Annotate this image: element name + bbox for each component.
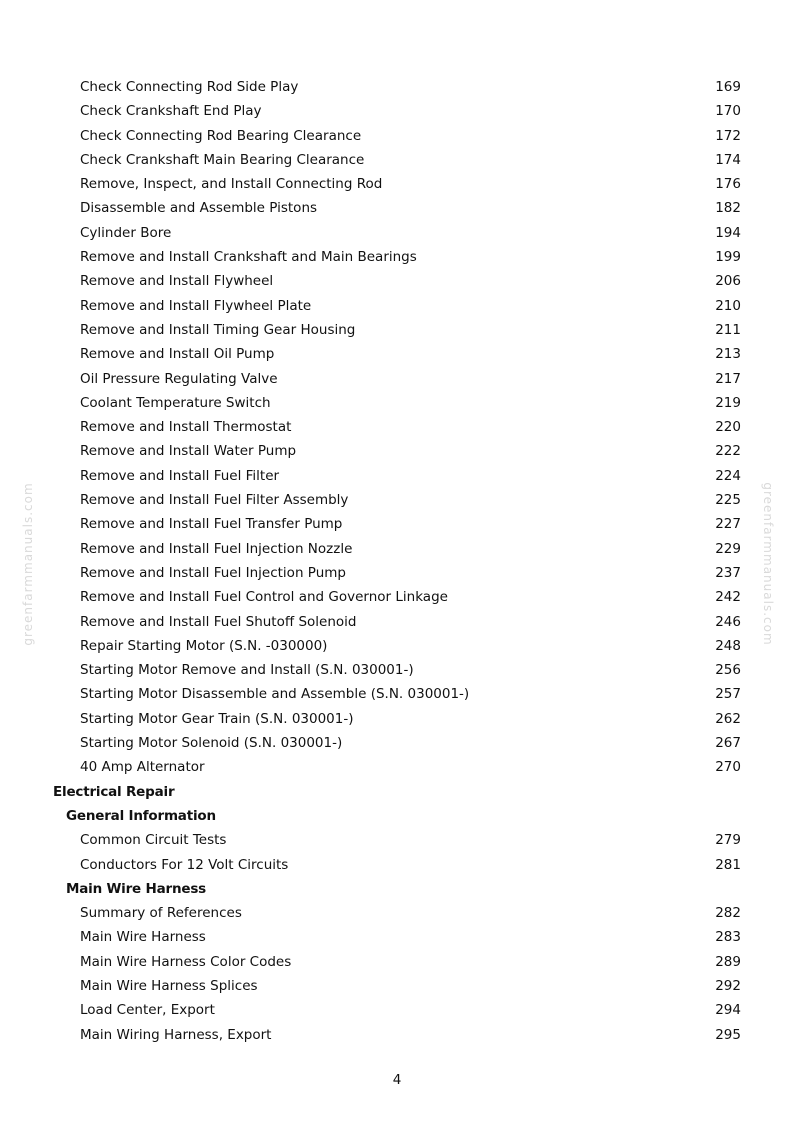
- toc-entry-page-number: 257: [715, 686, 741, 703]
- toc-entry[interactable]: [0, 707, 794, 731]
- toc-entry-label: Remove and Install Fuel Filter: [80, 467, 280, 484]
- toc-entry-label: Check Crankshaft Main Bearing Clearance: [80, 151, 365, 168]
- toc-entry-page-number: 256: [715, 662, 741, 679]
- toc-entry-label: Starting Motor Remove and Install (S.N. 030001-): [80, 662, 414, 679]
- toc-entry[interactable]: [0, 269, 794, 293]
- toc-entry-label: Oil Pressure Regulating Valve: [80, 370, 278, 387]
- toc-entry-label: Check Connecting Rod Side Play: [80, 79, 299, 95]
- toc-entry[interactable]: [0, 318, 794, 342]
- toc-entry-label: Cylinder Bore: [80, 224, 172, 241]
- toc-entry-label: Load Center, Export: [80, 1002, 215, 1019]
- table-of-contents: [0, 75, 794, 1047]
- toc-entry[interactable]: [0, 731, 794, 755]
- toc-entry[interactable]: [0, 998, 794, 1022]
- toc-entry-page-number: 267: [715, 735, 741, 752]
- toc-entry-label: Starting Motor Solenoid (S.N. 030001-): [80, 735, 343, 752]
- toc-entry-label: Main Wire Harness: [80, 929, 206, 946]
- toc-entry-label: Conductors For 12 Volt Circuits: [80, 856, 289, 873]
- toc-entry[interactable]: [0, 610, 794, 634]
- toc-entry[interactable]: [0, 634, 794, 658]
- toc-entry[interactable]: [0, 585, 794, 609]
- toc-entry[interactable]: [0, 342, 794, 366]
- toc-subsection-heading[interactable]: [0, 877, 794, 901]
- toc-entry-page-number: 227: [715, 516, 741, 533]
- toc-entry[interactable]: [0, 950, 794, 974]
- toc-entry-label: Main Wire Harness: [66, 880, 207, 897]
- toc-entry[interactable]: [0, 148, 794, 172]
- toc-entry-label: Coolant Temperature Switch: [80, 394, 271, 411]
- toc-entry-page-number: 279: [715, 832, 741, 849]
- toc-entry-label: Remove and Install Flywheel: [80, 273, 274, 290]
- toc-entry-label: Check Crankshaft End Play: [80, 103, 262, 120]
- toc-entry-label: Main Wire Harness Splices: [80, 977, 258, 994]
- toc-entry[interactable]: [0, 99, 794, 123]
- toc-entry-page-number: 194: [715, 224, 741, 241]
- toc-entry-label: Remove and Install Thermostat: [80, 419, 292, 436]
- toc-entry[interactable]: [0, 1023, 794, 1047]
- toc-entry-page-number: 283: [715, 929, 741, 946]
- toc-entry-label: 40 Amp Alternator: [80, 759, 205, 776]
- toc-entry-page-number: 289: [715, 953, 741, 970]
- toc-entry-page-number: 248: [715, 637, 741, 654]
- toc-entry[interactable]: [0, 196, 794, 220]
- toc-entry-label: Main Wiring Harness, Export: [80, 1026, 272, 1043]
- toc-entry-label: Repair Starting Motor (S.N. -030000): [80, 637, 328, 654]
- toc-entry-label: Main Wire Harness Color Codes: [80, 953, 292, 970]
- toc-entry[interactable]: [0, 658, 794, 682]
- toc-entry[interactable]: [0, 439, 794, 463]
- toc-section-heading[interactable]: [0, 780, 794, 804]
- toc-entry[interactable]: [0, 367, 794, 391]
- toc-entry-page-number: 224: [715, 467, 741, 484]
- toc-entry-page-number: 292: [715, 977, 741, 994]
- watermark-left: greenfarmmanuals.com: [21, 482, 35, 646]
- toc-entry-label: Remove and Install Flywheel Plate: [80, 297, 312, 314]
- toc-entry-label: Remove and Install Fuel Filter Assembly: [80, 492, 349, 509]
- toc-entry[interactable]: [0, 537, 794, 561]
- toc-entry-page-number: 222: [715, 443, 741, 460]
- toc-entry[interactable]: [0, 755, 794, 779]
- toc-entry-label: Remove and Install Fuel Injection Pump: [80, 564, 346, 581]
- page-number: 4: [392, 1072, 402, 1088]
- toc-entry-label: Remove and Install Water Pump: [80, 443, 297, 460]
- toc-entry-label: Remove and Install Crankshaft and Main Bearings: [80, 249, 417, 266]
- toc-entry[interactable]: [0, 925, 794, 949]
- toc-entry[interactable]: [0, 488, 794, 512]
- toc-entry-page-number: 270: [715, 759, 741, 776]
- toc-entry-label: Summary of References: [80, 905, 242, 922]
- toc-entry-page-number: 219: [715, 394, 741, 411]
- toc-entry-page-number: 182: [715, 200, 741, 217]
- toc-entry-page-number: 213: [715, 346, 741, 363]
- toc-entry-label: Disassemble and Assemble Pistons: [80, 200, 318, 217]
- toc-entry[interactable]: [0, 828, 794, 852]
- toc-entry[interactable]: [0, 221, 794, 245]
- toc-entry-label: Starting Motor Gear Train (S.N. 030001-): [80, 710, 354, 727]
- toc-entry-label: General Information: [66, 807, 216, 824]
- toc-entry-label: Remove and Install Fuel Transfer Pump: [80, 516, 343, 533]
- toc-entry-label: Common Circuit Tests: [80, 832, 227, 849]
- toc-entry[interactable]: [0, 561, 794, 585]
- toc-entry[interactable]: [0, 682, 794, 706]
- toc-entry[interactable]: [0, 974, 794, 998]
- toc-entry-page-number: 281: [715, 856, 741, 873]
- toc-entry-label: Starting Motor Disassemble and Assemble (S.N. 030001-): [80, 686, 470, 703]
- toc-entry[interactable]: [0, 464, 794, 488]
- toc-entry-page-number: 210: [715, 297, 741, 314]
- toc-entry-label: Remove and Install Fuel Control and Governor Linkage: [80, 589, 448, 606]
- toc-entry-page-number: 242: [715, 589, 741, 606]
- toc-entry-label: Remove and Install Oil Pump: [80, 346, 275, 363]
- toc-entry[interactable]: [0, 415, 794, 439]
- toc-entry-page-number: 174: [715, 151, 741, 168]
- toc-entry-page-number: 262: [715, 710, 741, 727]
- toc-subsection-heading[interactable]: [0, 804, 794, 828]
- toc-entry-page-number: 246: [715, 613, 741, 630]
- toc-entry[interactable]: [0, 853, 794, 877]
- toc-entry[interactable]: [0, 294, 794, 318]
- toc-entry-page-number: 170: [715, 103, 741, 120]
- toc-entry[interactable]: [0, 512, 794, 536]
- toc-entry-label: Remove and Install Fuel Shutoff Solenoid: [80, 613, 357, 630]
- toc-entry-label: Electrical Repair: [53, 783, 175, 800]
- toc-entry[interactable]: [0, 901, 794, 925]
- toc-entry[interactable]: [0, 245, 794, 269]
- toc-entry-page-number: 206: [715, 273, 741, 290]
- toc-entry-page-number: 176: [715, 176, 741, 193]
- toc-entry-label: Remove, Inspect, and Install Connecting Rod: [80, 176, 383, 193]
- toc-entry-page-number: 282: [715, 905, 741, 922]
- toc-entry-page-number: 199: [715, 249, 741, 266]
- toc-entry-page-number: 169: [715, 79, 741, 95]
- watermark-right: greenfarmmanuals.com: [761, 482, 775, 646]
- toc-entry-page-number: 229: [715, 540, 741, 557]
- toc-entry-label: Remove and Install Timing Gear Housing: [80, 321, 356, 338]
- toc-entry-page-number: 225: [715, 492, 741, 509]
- toc-entry-label: Check Connecting Rod Bearing Clearance: [80, 127, 362, 144]
- toc-entry[interactable]: [0, 75, 794, 99]
- toc-entry-page-number: 220: [715, 419, 741, 436]
- toc-entry-page-number: 295: [715, 1026, 741, 1043]
- toc-entry-page-number: 211: [715, 321, 741, 338]
- toc-entry-page-number: 237: [715, 564, 741, 581]
- toc-entry-page-number: 217: [715, 370, 741, 387]
- toc-entry-label: Remove and Install Fuel Injection Nozzle: [80, 540, 353, 557]
- toc-entry-page-number: 172: [715, 127, 741, 144]
- toc-entry[interactable]: [0, 124, 794, 148]
- toc-entry[interactable]: [0, 172, 794, 196]
- toc-entry-page-number: 294: [715, 1002, 741, 1019]
- toc-entry[interactable]: [0, 391, 794, 415]
